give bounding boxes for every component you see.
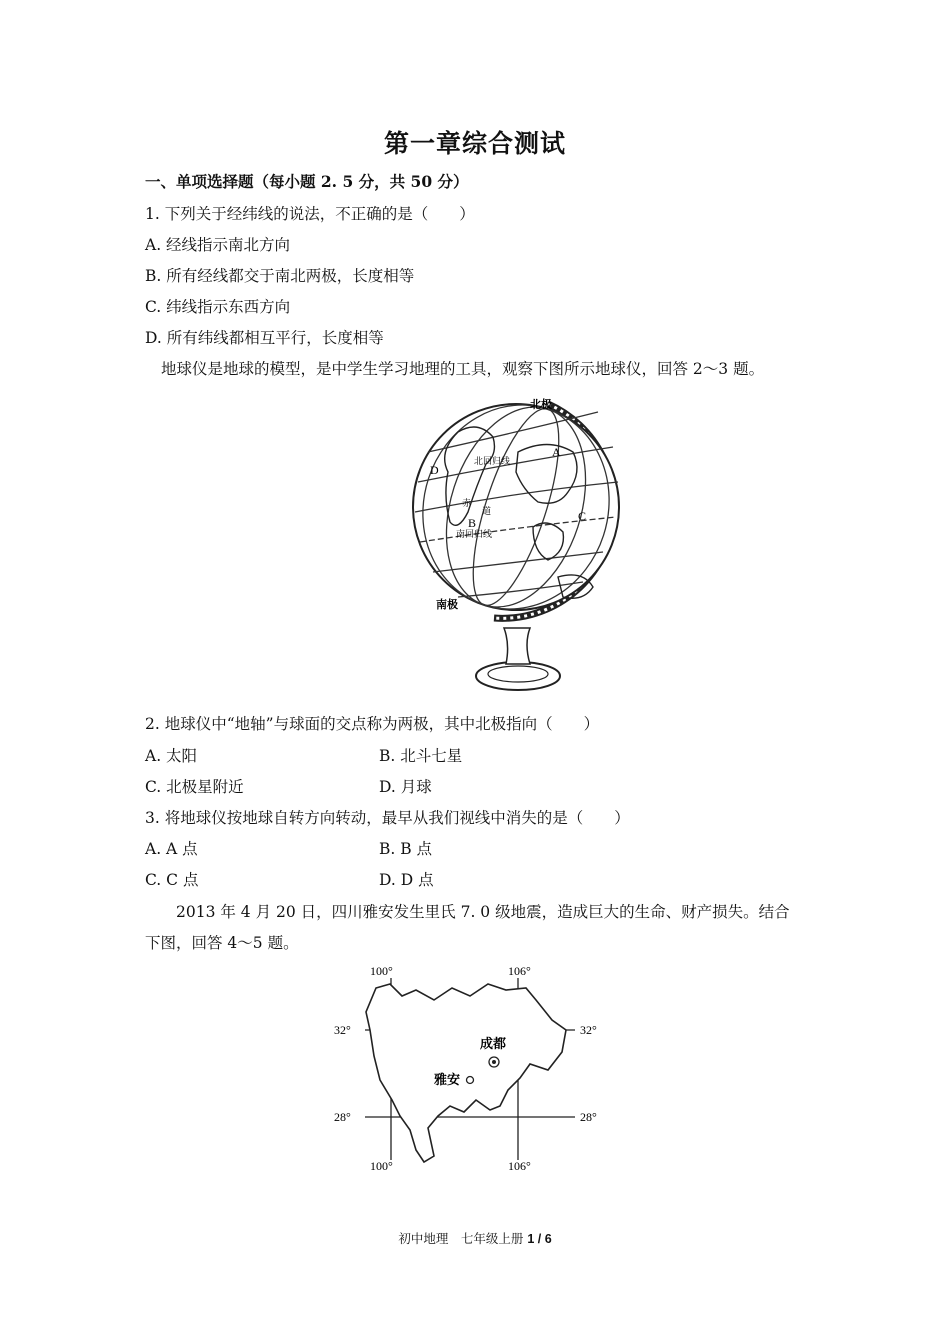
- intro-questions-4-5-line1: 2013 年 4 月 20 日，四川雅安发生里氏 7. 0 级地震，造成巨大的生命、财产损失。结合: [176, 903, 790, 921]
- question-2-option-c: C. 北极星附近: [145, 778, 244, 796]
- question-2-option-d: D. 月球: [379, 778, 432, 796]
- question-1-stem: 1. 下列关于经纬线的说法，不正确的是（ ）: [145, 205, 475, 223]
- question-2-option-a: A. 太阳: [145, 747, 198, 765]
- question-3-stem: 3. 将地球仪按地球自转方向转动，最早从我们视线中消失的是（ ）: [145, 809, 630, 827]
- sichuan-map-figure: [330, 960, 620, 1175]
- footer-page-number: 1 / 6: [527, 1232, 552, 1246]
- map-latitude-32-left: 32°: [334, 1023, 351, 1037]
- globe-point-a: A: [552, 445, 561, 459]
- question-1-option-a: A. 经线指示南北方向: [145, 236, 291, 254]
- question-2-option-b: B. 北斗七星: [379, 747, 463, 765]
- question-3-option-b: B. B 点: [379, 840, 433, 858]
- globe-point-c: C: [578, 509, 587, 523]
- question-3-option-a: A. A 点: [145, 840, 198, 858]
- question-3-option-c: C. C 点: [145, 871, 199, 889]
- globe-south-pole-label: 南极: [436, 598, 458, 611]
- intro-questions-4-5-line2: 下图，回答 4～5 题。: [145, 934, 299, 952]
- map-longitude-100-bottom: 100°: [370, 1159, 393, 1173]
- globe-equator-label-1: 赤: [462, 499, 472, 509]
- map-latitude-32-right: 32°: [580, 1023, 597, 1037]
- map-longitude-106-top: 106°: [508, 964, 531, 978]
- question-1-option-d: D. 所有纬线都相互平行，长度相等: [145, 329, 384, 347]
- map-latitude-28-left: 28°: [334, 1110, 351, 1124]
- page-footer: [0, 1229, 950, 1247]
- question-3-option-d: D. D 点: [379, 871, 434, 889]
- map-latitude-28-right: 28°: [580, 1110, 597, 1124]
- intro-questions-2-3: 地球仪是地球的模型，是中学生学习地理的工具，观察下图所示地球仪，回答 2～3 题。: [161, 360, 765, 378]
- globe-tropic-cancer-label: 北回归线: [474, 457, 511, 467]
- question-1-option-b: B. 所有经线都交于南北两极，长度相等: [145, 267, 415, 285]
- footer-text: 初中地理 七年级上册: [398, 1231, 524, 1246]
- section-heading: 一、单项选择题（每小题 2. 5 分，共 50 分）: [145, 172, 469, 191]
- map-yaan-label: 雅安: [434, 1073, 461, 1088]
- globe-north-pole-label: 北极: [530, 398, 552, 411]
- globe-figure: [398, 392, 668, 697]
- globe-tropic-capricorn-label: 南回归线: [456, 530, 493, 540]
- globe-point-b: B: [468, 516, 477, 530]
- map-longitude-100-top: 100°: [370, 964, 393, 978]
- question-1-option-c: C. 纬线指示东西方向: [145, 298, 291, 316]
- map-chengdu-label: 成都: [480, 1037, 507, 1052]
- page-title: 第一章综合测试: [383, 129, 566, 158]
- map-longitude-106-bottom: 106°: [508, 1159, 531, 1173]
- globe-equator-label-2: 道: [482, 507, 492, 517]
- question-2-stem: 2. 地球仪中“地轴”与球面的交点称为两极，其中北极指向（ ）: [145, 715, 600, 733]
- globe-point-d: D: [430, 463, 439, 477]
